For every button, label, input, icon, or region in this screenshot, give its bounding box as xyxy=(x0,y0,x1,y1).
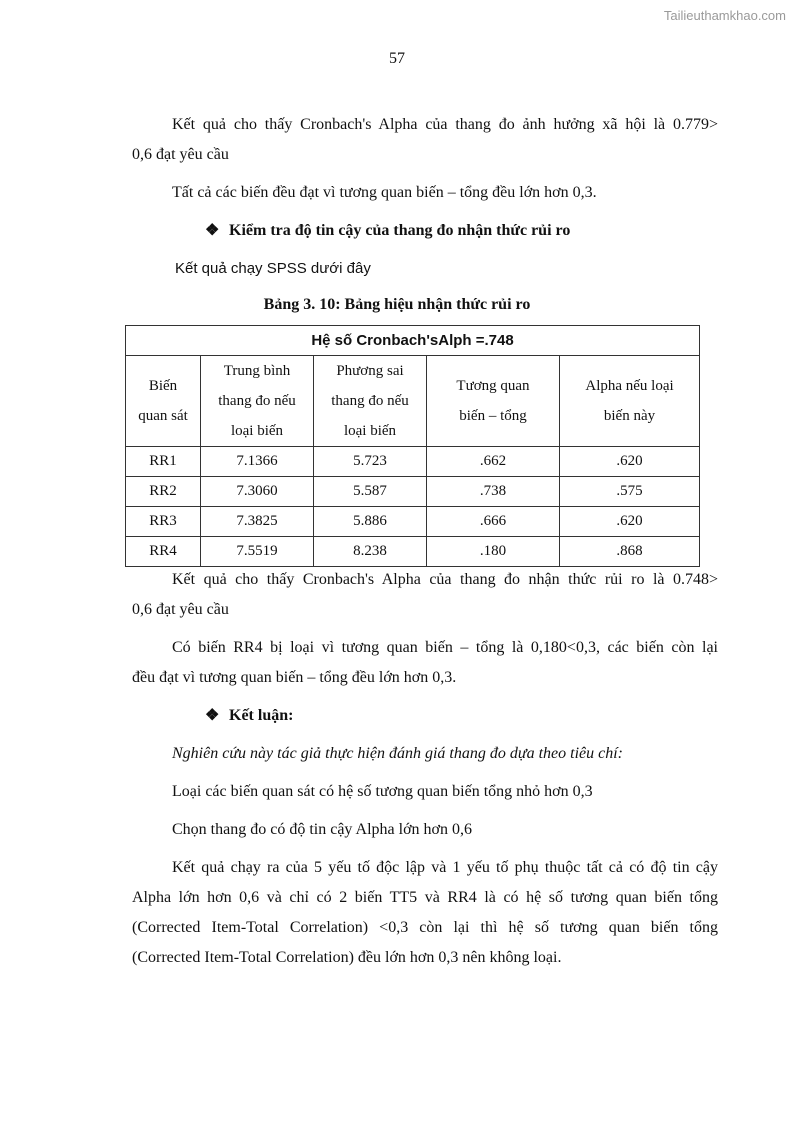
watermark: Tailieuthamkhao.com xyxy=(663,8,786,23)
table-cell: .868 xyxy=(560,537,700,567)
para1-line2: 0,6 đạt yêu cầu xyxy=(132,146,229,163)
spss-line: Kết quả chạy SPSS dưới đây xyxy=(175,260,371,277)
table-cell: RR3 xyxy=(126,507,201,537)
table-cell: .666 xyxy=(427,507,560,537)
final-para-line4: (Corrected Item-Total Correlation) đều lớn hơn 0,3 nên không loại. xyxy=(132,949,562,966)
table-row xyxy=(126,507,700,537)
table-row xyxy=(126,477,700,507)
header-variable: Biến quan sát xyxy=(126,356,201,447)
final-para-line2: Alpha lớn hơn 0,6 và chỉ có 2 biến TT5 và RR4 là có hệ số tương quan biến tổng xyxy=(132,889,718,906)
para4-line2: đều đạt vì tương quan biến – tổng đều lớn hơn 0,3. xyxy=(132,669,457,686)
section-heading-risk xyxy=(205,223,570,239)
section-heading-conclusion-text: Kết luận: xyxy=(229,707,294,724)
table-cell: .738 xyxy=(427,477,560,507)
table-cell: .180 xyxy=(427,537,560,567)
table-cell: 5.723 xyxy=(314,447,427,477)
diamond-bullet-icon: ❖ xyxy=(205,707,220,724)
para3-line1: Kết quả cho thấy Cronbach's Alpha của thang đo nhận thức rủi ro là 0.748> xyxy=(172,571,718,588)
table-cell: RR1 xyxy=(126,447,201,477)
final-para-line3: (Corrected Item-Total Correlation) <0,3 còn lại thì hệ số tương quan biến tổng xyxy=(132,919,718,936)
table-cell: .620 xyxy=(560,447,700,477)
table-cell: RR4 xyxy=(126,537,201,567)
final-para-line1: Kết quả chạy ra của 5 yếu tố độc lập và 1 yếu tố phụ thuộc tất cả có độ tin cậy xyxy=(172,859,718,876)
section-heading-conclusion xyxy=(205,708,293,724)
header-variance-if-deleted: Phương sai thang đo nếu loại biến xyxy=(314,356,427,447)
table-cell: .575 xyxy=(560,477,700,507)
table-cell: .662 xyxy=(427,447,560,477)
table-row xyxy=(126,537,700,567)
table-row xyxy=(126,447,700,477)
table-cell: 7.3060 xyxy=(201,477,314,507)
table-cell: 5.886 xyxy=(314,507,427,537)
table-header-row xyxy=(126,356,700,447)
table-cell: 7.5519 xyxy=(201,537,314,567)
para2: Tất cả các biến đều đạt vì tương quan biến – tổng đều lớn hơn 0,3. xyxy=(172,184,597,201)
table-caption: Bảng 3. 10: Bảng hiệu nhận thức rủi ro xyxy=(263,296,531,313)
table-cell: 5.587 xyxy=(314,477,427,507)
para3-line2: 0,6 đạt yêu cầu xyxy=(132,601,229,618)
table-cell: RR2 xyxy=(126,477,201,507)
section-heading-risk-text: Kiểm tra độ tin cậy của thang đo nhận thức rủi ro xyxy=(229,222,571,239)
criterion-2: Chọn thang đo có độ tin cậy Alpha lớn hơn 0,6 xyxy=(172,821,472,838)
conclusion-intro: Nghiên cứu này tác giả thực hiện đánh giá thang đo dựa theo tiêu chí: xyxy=(172,745,623,762)
table-cell: 8.238 xyxy=(314,537,427,567)
para1-line1: Kết quả cho thấy Cronbach's Alpha của thang đo ảnh hưởng xã hội là 0.779> xyxy=(172,116,718,133)
table-title: Hệ số Cronbach'sAlph =.748 xyxy=(126,326,700,356)
table-cell: 7.3825 xyxy=(201,507,314,537)
criterion-1: Loại các biến quan sát có hệ số tương quan biến tổng nhỏ hơn 0,3 xyxy=(172,783,593,800)
header-item-total-correlation: Tương quan biến – tổng xyxy=(427,356,560,447)
diamond-bullet-icon: ❖ xyxy=(205,222,220,239)
page-number: 57 xyxy=(389,50,405,67)
header-alpha-if-deleted: Alpha nếu loại biến này xyxy=(560,356,700,447)
reliability-table xyxy=(125,325,700,567)
table-cell: 7.1366 xyxy=(201,447,314,477)
table-cell: .620 xyxy=(560,507,700,537)
header-mean-if-deleted: Trung bình thang đo nếu loại biến xyxy=(201,356,314,447)
para4-line1: Có biến RR4 bị loại vì tương quan biến – tổng là 0,180<0,3, các biến còn lại xyxy=(172,639,718,656)
